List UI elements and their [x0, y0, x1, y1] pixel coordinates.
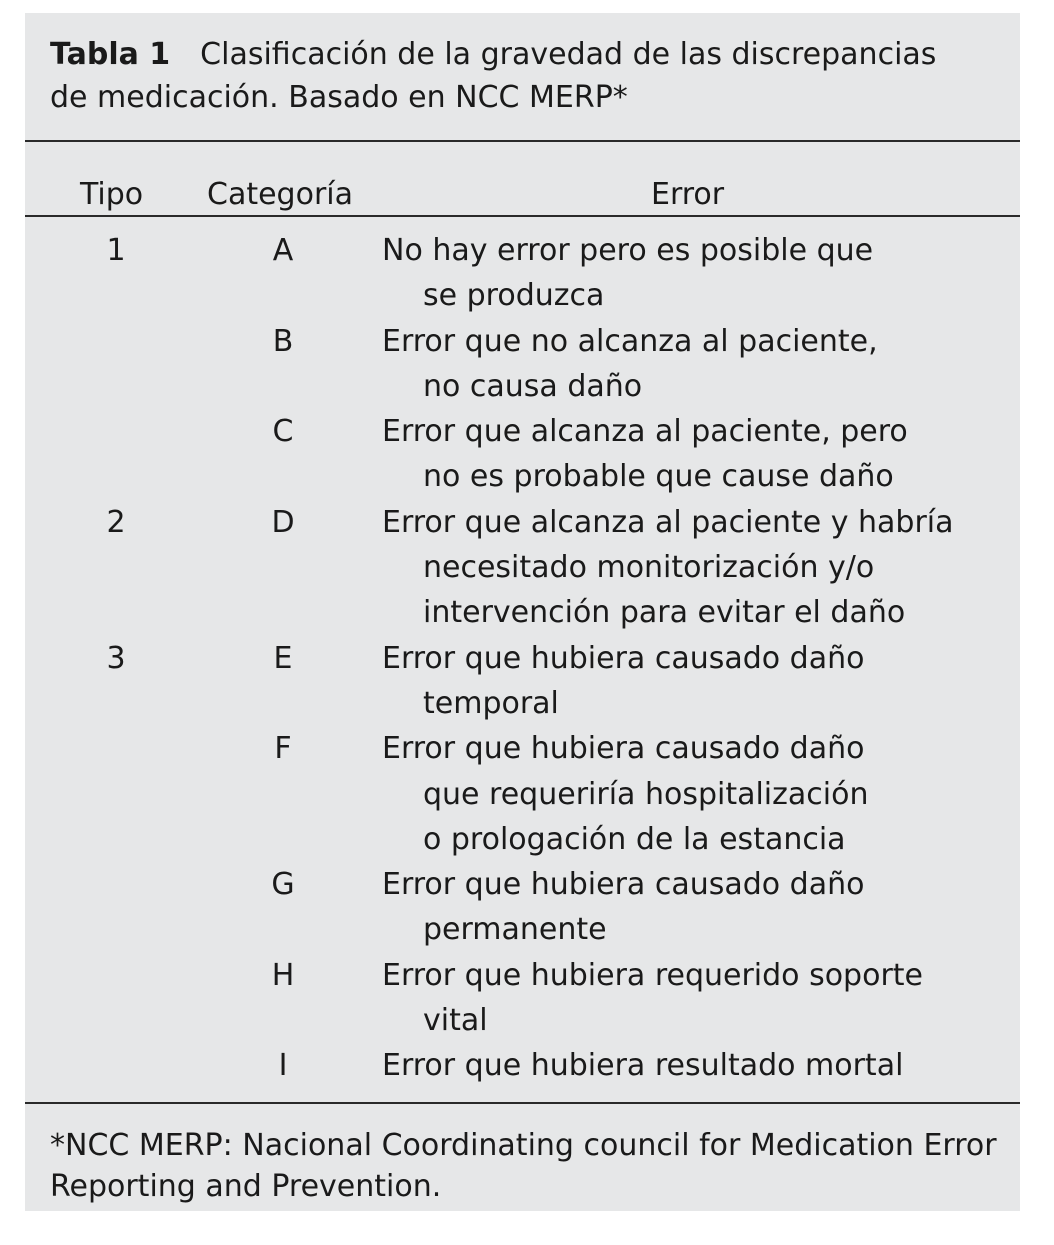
- error-line: o prologación de la estancia: [423, 821, 846, 857]
- cell-categoria: D: [271, 504, 295, 540]
- error-line: Error que hubiera causado daño: [382, 867, 865, 903]
- table-panel: [25, 13, 1020, 1211]
- error-line: vital: [423, 1003, 488, 1039]
- cell-error: [382, 636, 1012, 727]
- cell-categoria: E: [273, 640, 293, 676]
- header-categoria: Categoría: [207, 177, 354, 212]
- error-line: no es probable que cause daño: [423, 459, 894, 495]
- cell-error: [382, 862, 1012, 953]
- cell-error: [382, 409, 1012, 500]
- error-line: Error que alcanza al paciente, pero: [382, 414, 908, 450]
- cell-error: [382, 500, 1012, 636]
- cell-tipo: 2: [106, 504, 126, 540]
- cell-categoria: G: [271, 867, 295, 903]
- error-line: Error que hubiera causado daño: [382, 640, 865, 676]
- cell-error: [382, 228, 1012, 319]
- table-caption: [50, 33, 1000, 119]
- error-line: Error que alcanza al paciente y habría: [382, 504, 954, 540]
- cell-categoria: F: [274, 731, 292, 767]
- cell-tipo: 3: [106, 640, 126, 676]
- error-line: Error que hubiera requerido soporte: [382, 957, 924, 993]
- cell-error: [382, 953, 1012, 1044]
- error-line: se produzca: [423, 278, 605, 314]
- caption-rule: [25, 140, 1020, 142]
- footnote-line-2: Reporting and Prevention.: [50, 1169, 442, 1204]
- table-title-part-1: Clasificación de la gravedad de las discrepancias: [200, 37, 937, 72]
- error-line: No hay error pero es posible que: [382, 233, 874, 268]
- cell-categoria: H: [271, 957, 295, 993]
- cell-categoria: I: [278, 1048, 288, 1084]
- table-number: Tabla 1: [50, 37, 171, 72]
- cell-tipo: 1: [106, 233, 126, 268]
- error-line: temporal: [423, 685, 559, 721]
- table-title-part-2: de medicación. Basado en NCC MERP*: [50, 80, 628, 115]
- header-rule: [25, 215, 1020, 217]
- cell-categoria: B: [272, 323, 294, 359]
- error-line: intervención para evitar el daño: [423, 595, 906, 631]
- cell-categoria: C: [272, 414, 294, 450]
- error-line: Error que hubiera causado daño: [382, 731, 865, 767]
- cell-error: [382, 319, 1012, 410]
- footer-rule: [25, 1102, 1020, 1104]
- header-tipo: Tipo: [80, 177, 144, 212]
- header-error: Error: [651, 177, 725, 212]
- error-line: que requeriría hospitalización: [423, 776, 869, 812]
- error-line: no causa daño: [423, 368, 643, 404]
- cell-error: [382, 726, 1012, 862]
- cell-error: [382, 1043, 1012, 1088]
- footnote: [50, 1125, 1010, 1207]
- footnote-line-1: *NCC MERP: Nacional Coordinating council for Medication Error: [50, 1128, 997, 1163]
- error-line: Error que hubiera resultado mortal: [382, 1048, 904, 1084]
- error-line: permanente: [423, 912, 607, 948]
- cell-categoria: A: [272, 233, 294, 268]
- error-line: necesitado monitorización y/o: [423, 550, 875, 586]
- error-line: Error que no alcanza al paciente,: [382, 323, 878, 359]
- caption-line-1: [50, 33, 1000, 76]
